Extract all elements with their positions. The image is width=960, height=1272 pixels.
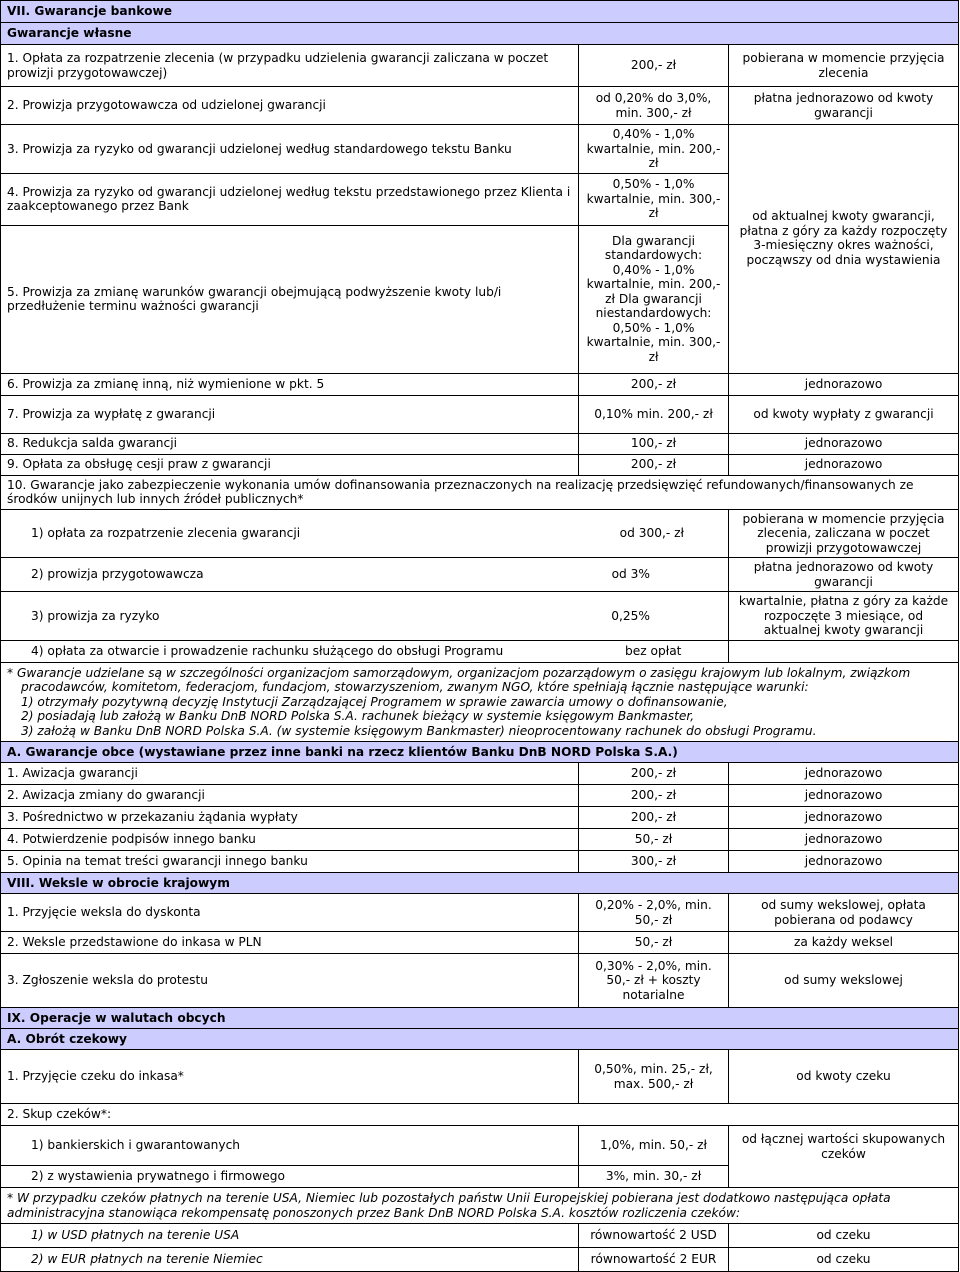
own-7-note: od kwoty wypłaty z gwarancji bbox=[729, 395, 959, 433]
cheque-footnote-line-2: administracyjna stanowiąca rekompensatę ponoszonych przez Bank DnB NORD Polska S.A. kosztów rozliczenia czeków: bbox=[7, 1205, 741, 1220]
cheque-1-label: 1. Przyjęcie czeku do inkasa* bbox=[1, 1050, 579, 1104]
own-1-note: pobierana w momencie przyjęcia zlecenia bbox=[729, 45, 959, 87]
bill-3-label: 3. Zgłoszenie weksla do protestu bbox=[1, 954, 579, 1008]
own-4-fee: 0,50% - 1,0% kwartalnie, min. 300,- zł bbox=[579, 173, 729, 225]
cheque-eur-fee: równowartość 2 EUR bbox=[579, 1248, 729, 1272]
own-5-label: 5. Prowizja za zmianę warunków gwarancji obejmującą podwyższenie kwoty lub/i przedłużenie terminu ważności gwarancji bbox=[1, 225, 579, 373]
risk-note: od aktualnej kwoty gwarancji, płatna z góry za każdy rozpoczęty 3-miesięczny okres ważności, począwszy od dnia wystawienia bbox=[729, 173, 959, 373]
footnote-line-1: * Gwarancje udzielane są w szczególności organizacjom samorządowym, organizacjom pozarządowym o zasięgu krajowym lub lokalnym, związkom bbox=[7, 665, 911, 680]
own-7-label: 7. Prowizja za wypłatę z gwarancji bbox=[1, 395, 579, 433]
own-8-label: 8. Redukcja salda gwarancji bbox=[1, 433, 579, 454]
cheque-usd-note: od czeku bbox=[729, 1224, 959, 1248]
own-9-label: 9. Opłata za obsługę cesji praw z gwarancji bbox=[1, 454, 579, 475]
item-10-4-note bbox=[729, 640, 959, 662]
cheque-2b-fee: 3%, min. 30,- zł bbox=[579, 1166, 729, 1188]
item-10-1-label: 1) opłata za rozpatrzenie zlecenia gwarancji bbox=[1, 509, 579, 558]
item-10-3-note: kwartalnie, płatna z góry za każde rozpoczęte 3 miesiące, od aktualnej kwoty gwarancji bbox=[729, 592, 959, 641]
foreign-3-fee: 200,- zł bbox=[579, 807, 729, 829]
bill-1-note: od sumy wekslowej, opłata pobierana od podawcy bbox=[729, 894, 959, 932]
foreign-5-label: 5. Opinia na temat treści gwarancji innego banku bbox=[1, 851, 579, 873]
own-1-fee: 200,- zł bbox=[579, 45, 729, 87]
own-6-note: jednorazowo bbox=[729, 373, 959, 395]
item-10-1-fee: od 300,- zł bbox=[579, 509, 729, 558]
cheque-usd-fee: równowartość 2 USD bbox=[579, 1224, 729, 1248]
bill-2-fee: 50,- zł bbox=[579, 932, 729, 954]
item-10-label: 10. Gwarancje jako zabezpieczenie wykonania umów dofinansowania przeznaczonych na realizację przedsięwzięć refundowanych/finansowanych ze środków unijnych lub innych źródeł publicznych* bbox=[1, 475, 959, 509]
cheque-eur-note: od czeku bbox=[729, 1248, 959, 1272]
item-10-3-label: 3) prowizja za ryzyko bbox=[1, 592, 579, 641]
own-3-label: 3. Prowizja za ryzyko od gwarancji udzielonej według standardowego tekstu Banku bbox=[1, 125, 579, 174]
own-2-label: 2. Prowizja przygotowawcza od udzielonej gwarancji bbox=[1, 87, 579, 125]
cheque-1-fee: 0,50%, min. 25,- zł, max. 500,- zł bbox=[579, 1050, 729, 1104]
item-10-2-label: 2) prowizja przygotowawcza bbox=[1, 558, 579, 592]
own-7-fee: 0,10% min. 200,- zł bbox=[579, 395, 729, 433]
bill-2-label: 2. Weksle przedstawione do inkasa w PLN bbox=[1, 932, 579, 954]
foreign-5-note: jednorazowo bbox=[729, 851, 959, 873]
bill-1-label: 1. Przyjęcie weksla do dyskonta bbox=[1, 894, 579, 932]
foreign-2-label: 2. Awizacja zmiany do gwarancji bbox=[1, 785, 579, 807]
bill-3-note: od sumy wekslowej bbox=[729, 954, 959, 1008]
foreign-1-note: jednorazowo bbox=[729, 763, 959, 785]
footnote-line-4: 2) posiadają lub założą w Banku DnB NORD Polska S.A. rachunek bieżący w systemie księgowym Bankmaster, bbox=[21, 709, 695, 723]
foreign-5-fee: 300,- zł bbox=[579, 851, 729, 873]
foreign-2-note: jednorazowo bbox=[729, 785, 959, 807]
own-4-label: 4. Prowizja za ryzyko od gwarancji udzielonej według tekstu przedstawionego przez Klienta i zaakceptowanego przez Bank bbox=[1, 173, 579, 225]
cheque-usd-label: 1) w USD płatnych na terenie USA bbox=[1, 1224, 579, 1248]
item-10-2-fee: od 3% bbox=[579, 558, 729, 592]
own-8-note: jednorazowo bbox=[729, 433, 959, 454]
cheque-2b-label: 2) z wystawienia prywatnego i firmowego bbox=[1, 1166, 579, 1188]
own-5-fee: Dla gwarancji standardowych: 0,40% - 1,0% kwartalnie, min. 200,- zł Dla gwarancji niestandardowych: 0,50% - 1,0% kwartalnie, min. 300,- zł bbox=[579, 225, 729, 373]
section-vii-subheader: Gwarancje własne bbox=[1, 23, 959, 45]
own-9-fee: 200,- zł bbox=[579, 454, 729, 475]
footnote-line-5: 3) założą w Banku DnB NORD Polska S.A. (w systemie księgowym Bankmaster) nieoprocentowany rachunek do obsługi Programu. bbox=[21, 723, 817, 738]
bill-2-note: za każdy weksel bbox=[729, 932, 959, 954]
item-10-4-label: 4) opłata za otwarcie i prowadzenie rachunku służącego do obsługi Programu bbox=[1, 640, 579, 662]
cheque-2-note: od łącznej wartości skupowanych czeków bbox=[729, 1126, 959, 1188]
cheque-footnote bbox=[1, 1188, 959, 1224]
own-3-fee: 0,40% - 1,0% kwartalnie, min. 200,- zł bbox=[579, 125, 729, 174]
item-10-3-fee: 0,25% bbox=[579, 592, 729, 641]
foreign-1-label: 1. Awizacja gwarancji bbox=[1, 763, 579, 785]
foreign-4-note: jednorazowo bbox=[729, 829, 959, 851]
foreign-3-note: jednorazowo bbox=[729, 807, 959, 829]
section-viii-header: VIII. Weksle w obrocie krajowym bbox=[1, 873, 959, 894]
foreign-3-label: 3. Pośrednictwo w przekazaniu żądania wypłaty bbox=[1, 807, 579, 829]
cheque-2-label: 2. Skup czeków*: bbox=[1, 1104, 959, 1126]
foreign-4-fee: 50,- zł bbox=[579, 829, 729, 851]
own-1-label: 1. Opłata za rozpatrzenie zlecenia (w przypadku udzielenia gwarancji zaliczana w poczet prowizji przygotowawczej) bbox=[1, 45, 579, 87]
own-8-fee: 100,- zł bbox=[579, 433, 729, 454]
bill-3-fee: 0,30% - 2,0%, min. 50,- zł + koszty notarialne bbox=[579, 954, 729, 1008]
own-2-note: płatna jednorazowo od kwoty gwarancji bbox=[729, 87, 959, 125]
own-3-note bbox=[729, 125, 959, 174]
foreign-2-fee: 200,- zł bbox=[579, 785, 729, 807]
section-a-foreign-header: A. Gwarancje obce (wystawiane przez inne banki na rzecz klientów Banku DnB NORD Polska S.A.) bbox=[1, 742, 959, 763]
section-vii-header: VII. Gwarancje bankowe bbox=[1, 1, 959, 23]
footnote-line-2: pracodawców, komitetom, federacjom, fundacjom, stowarzyszeniom, zwanym NGO, które spełniają łącznie następujące warunki: bbox=[21, 680, 809, 694]
own-9-note: jednorazowo bbox=[729, 454, 959, 475]
item-10-2-note: płatna jednorazowo od kwoty gwarancji bbox=[729, 558, 959, 592]
own-2-fee: od 0,20% do 3,0%, min. 300,- zł bbox=[579, 87, 729, 125]
cheque-2a-label: 1) bankierskich i gwarantowanych bbox=[1, 1126, 579, 1166]
item-10-1-note: pobierana w momencie przyjęcia zlecenia, zaliczana w poczet prowizji przygotowawczej bbox=[729, 509, 959, 558]
item-10-4-fee: bez opłat bbox=[579, 640, 729, 662]
own-6-fee: 200,- zł bbox=[579, 373, 729, 395]
cheque-footnote-line-1: * W przypadku czeków płatnych na terenie USA, Niemiec lub pozostałych państw Unii Europejskiej pobierana jest dodatkowo następująca opłata bbox=[7, 1191, 891, 1205]
foreign-1-fee: 200,- zł bbox=[579, 763, 729, 785]
section-ix-a-header: A. Obrót czekowy bbox=[1, 1029, 959, 1050]
foreign-4-label: 4. Potwierdzenie podpisów innego banku bbox=[1, 829, 579, 851]
own-6-label: 6. Prowizja za zmianę inną, niż wymienione w pkt. 5 bbox=[1, 373, 579, 395]
cheque-eur-label: 2) w EUR płatnych na terenie Niemiec bbox=[1, 1248, 579, 1272]
section-ix-header: IX. Operacje w walutach obcych bbox=[1, 1008, 959, 1029]
bill-1-fee: 0,20% - 2,0%, min. 50,- zł bbox=[579, 894, 729, 932]
guarantee-footnote bbox=[1, 662, 959, 742]
footnote-line-3: 1) otrzymały pozytywną decyzję Instytucji Zarządzającej Programem w sprawie zawarcia umowy o dofinansowanie, bbox=[21, 694, 728, 709]
cheque-1-note: od kwoty czeku bbox=[729, 1050, 959, 1104]
cheque-2a-fee: 1,0%, min. 50,- zł bbox=[579, 1126, 729, 1166]
